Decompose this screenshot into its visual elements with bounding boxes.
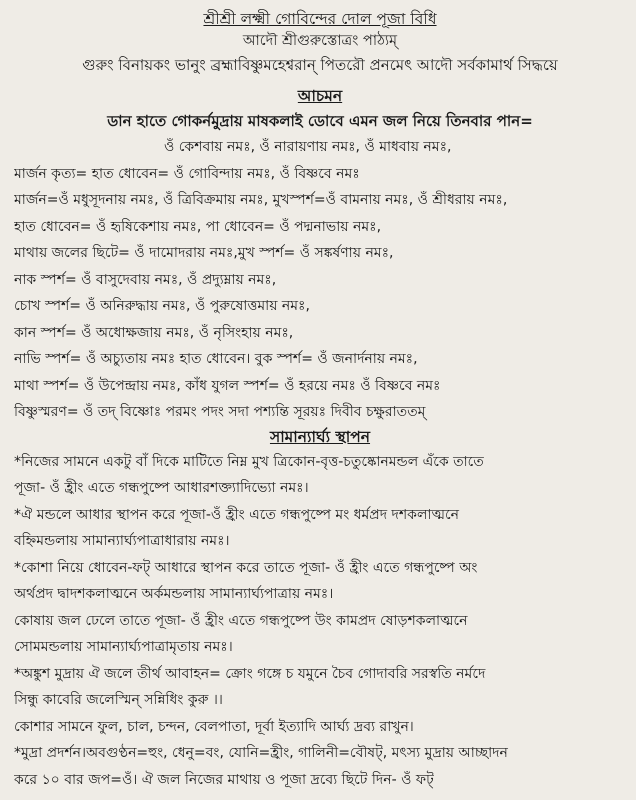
guru-stotra-heading: আদৌ শ্রীগুরুস্তোত্রং পাঠ্যম্: [242, 33, 398, 49]
samanyarghya-line: *কোশা নিয়ে ধোবেন-ফট্ আধারে স্থাপন করে তাতে পূজা- ওঁ হ্রীং এতে গন্ধপুষ্পে অং: [14, 559, 478, 576]
achaman-line: নাভি স্পর্শ= ওঁ অচ্যুতায় নমঃ হাত ধোবেন। বুক স্পর্শ= ওঁ জনার্দনায় নমঃ,: [14, 351, 418, 367]
samanyarghya-line: *অঙ্কুশ মুদ্রায় ঐ জলে তীর্থ আবাহন= ক্রোং গঙ্গে চ যমুনে চৈব গোদাবরি সরস্বতি নর্মদে: [14, 665, 486, 682]
achaman-heading: আচমন: [297, 86, 343, 105]
samanyarghya-line: করে ১০ বার জপ=ওঁ। ঐ জল নিজের মাথায় ও পূজা দ্রব্যে ছিটে দিন- ওঁ ফট্: [14, 771, 434, 788]
achaman-line: নাক স্পর্শ= ওঁ বাসুদেবায় নমঃ, ওঁ প্রদ্যুম্নায় নমঃ,: [14, 271, 277, 288]
achaman-line: চোখ স্পর্শ= ওঁ অনিরুদ্ধায় নমঃ, ওঁ পুরুষোত্তমায় নমঃ,: [14, 298, 310, 314]
samanyarghya-line: *ঐ মন্ডলে আধার স্থাপন করে পূজা-ওঁ হ্রীং এতে গন্ধপুষ্পে মং ধর্মপ্রদ দশকলাত্মনে: [14, 506, 459, 523]
achaman-line: হাত ধোবেন= ওঁ হৃষিকেশায় নমঃ, পা ধোবেন= ওঁ পদ্মনাভায় নমঃ,: [14, 218, 382, 235]
samanyarghya-line: অর্থপ্রদ দ্বাদশকলাত্মনে অর্কমন্ডলায় সামান্যার্ঘ্যপাত্রায় নমঃ।: [14, 586, 334, 602]
samanyarghya-line: *মুদ্রা প্রদর্শন।অবগুণ্ঠন=হুং, ধেনু=বং, যোনি=হ্রীং, গালিনী=বৌষট্, মৎস্য মুদ্রায় আচ্ছাদন: [14, 745, 508, 761]
samanyarghya-line: কোশার সামনে ফুল, চাল, চন্দন, বেলপাতা, দূর্বা ইত্যাদি আর্ঘ্য দ্রব্য রাখুন।: [14, 718, 414, 735]
achaman-section: [14, 108, 626, 426]
samanyarghya-heading: সামান্যার্ঘ্য স্থাপন: [269, 427, 371, 446]
samanyarghya-line: পূজা- ওঁ হ্রীং এতে গন্ধপুষ্পে আধারশক্ত্যাদিভ্যো নমঃ।: [14, 480, 309, 496]
achaman-line: বিষ্ণুস্মরণ= ওঁ তদ্ বিষ্ণোঃ পরমং পদং সদা পশ্যন্তি সূরয়ঃ দিবীব চক্ষুরাততম্: [14, 404, 426, 420]
samanyarghya-line: সোমমন্ডলায় সামান্যার্ঘ্যপাত্রামৃতায় নমঃ।: [14, 639, 233, 655]
samanyarghya-line: কোষায় জল ঢেলে তাতে পূজা- ওঁ হ্রীং এতে গন্ধপুষ্পে উং কামপ্রদ ষোড়শকলাত্মনে: [14, 612, 468, 629]
document-title: শ্রীশ্রী লক্ষ্মী গোবিন্দের দোল পূজা বিধি: [203, 10, 437, 28]
guru-stotra-line: গুরুং বিনায়কং ভানুং ব্রহ্মাবিষ্ণুমহেশ্বরান্ পিতরৌ প্রনমেৎ আদৌ সর্বকামার্থ সিদ্ধয়ে: [82, 56, 558, 74]
samanyarghya-line: *নিজের সামনে একটু বাঁ দিকে মাটিতে নিম্ন মুখ ত্রিকোন-বৃত্ত-চতুষ্কোনমন্ডল এঁকে তাতে: [14, 453, 484, 470]
samanyarghya-section: [14, 449, 626, 794]
achaman-line: ওঁ কেশবায় নমঃ, ওঁ নারায়ণায় নমঃ, ওঁ মাধবায় নমঃ,: [164, 139, 452, 155]
achaman-line: মাথা স্পর্শ= ওঁ উপেন্দ্রায় নমঃ, কাঁধ যুগল স্পর্শ= ওঁ হরয়ে নমঃ ওঁ বিষ্ণবে নমঃ: [14, 377, 441, 394]
achaman-line: মার্জন কৃত্য= হাত ধোবেন= ওঁ গোবিন্দায় নমঃ, ওঁ বিষ্ণবে নমঃ: [14, 165, 360, 182]
achaman-line: মাথায় জলের ছিটে= ওঁ দামোদরায় নমঃ,মুখ স্পর্শ= ওঁ সঙ্কর্ষণায় নমঃ,: [14, 245, 394, 261]
achaman-line: ডান হাতে গোকর্নমুদ্রায় মাষকলাই ডোবে এমন জল নিয়ে তিনবার পান=: [107, 111, 533, 130]
achaman-line: কান স্পর্শ= ওঁ অধোক্ষজায় নমঃ, ওঁ নৃসিংহায় নমঃ,: [14, 324, 294, 341]
samanyarghya-line: সিন্ধু কাবেরি জলেস্মিন্ সন্নিধিং কুরু ।।: [14, 692, 223, 708]
achaman-line: মার্জন=ওঁ মধুসূদনায় নমঃ, ওঁ ত্রিবিক্রমায় নমঃ, মুখস্পর্শ=ওঁ বামনায় নমঃ, ওঁ শ্রীধরায় নমঃ,: [14, 192, 508, 208]
samanyarghya-line: বহ্নিমন্ডলায় সামান্যার্ঘ্যপাত্রাধারায় নমঃ।: [14, 533, 230, 549]
